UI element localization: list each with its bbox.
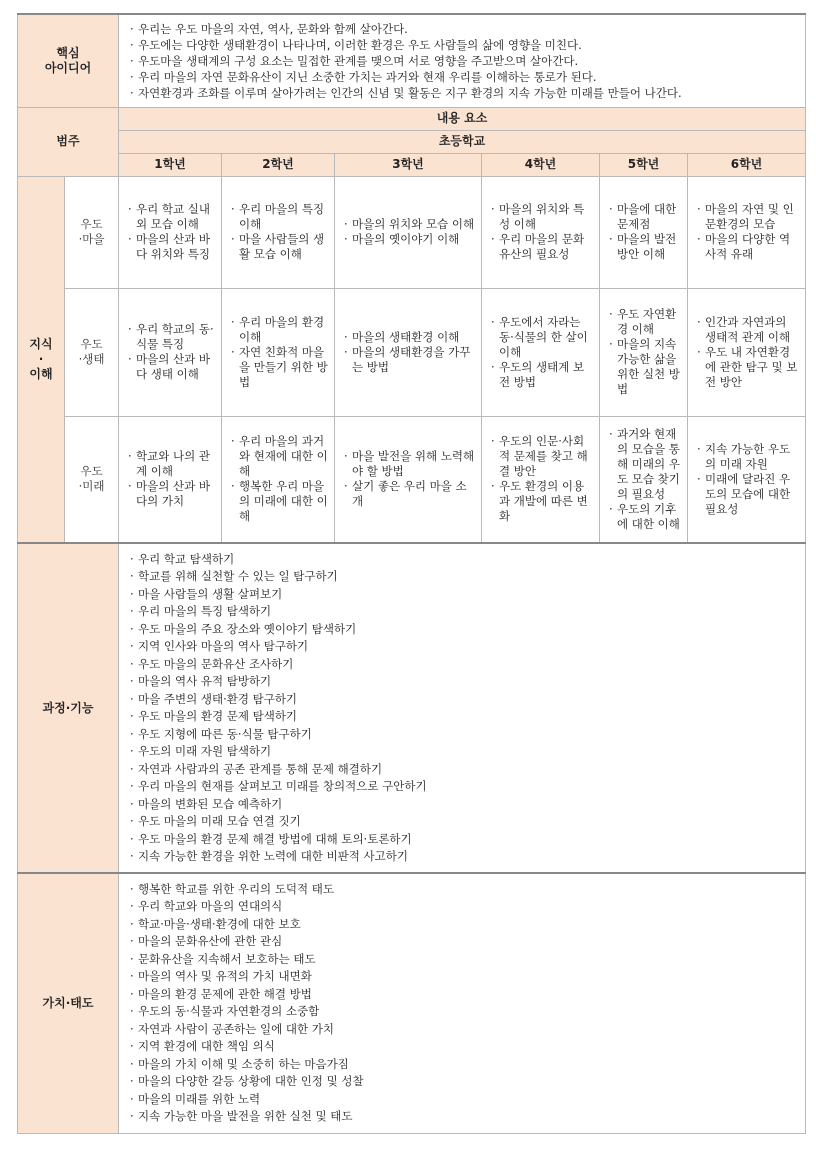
- process-skills-row: [18, 543, 806, 873]
- core-idea-label: [18, 14, 119, 107]
- subcategory-ecology: [65, 288, 119, 416]
- list-item: · 지속 가능한 우도의 미래 자원: [696, 442, 800, 472]
- list-item: · 자연과 사람과의 공존 관계를 통해 문제 해결하기: [129, 761, 797, 779]
- list-item: · 우리 학교 탐색하기: [129, 551, 797, 569]
- values-attitudes-content: [119, 873, 806, 1133]
- list-item: · 미래에 달라진 우도의 모습에 대한 필요성: [696, 472, 800, 517]
- knowledge-label-line1: 지식: [29, 336, 53, 351]
- list-item: · 우도마을 생태계의 구성 요소는 밀접한 관계를 맺으며 서로 영향을 주고받으며 살아간다.: [129, 53, 797, 69]
- grade-4-header: 4학년: [482, 153, 600, 176]
- header-row-1: [18, 107, 806, 130]
- list-item: · 마을의 다양한 역사적 유래: [696, 232, 800, 262]
- list-item: · 마을 사람들의 생활 모습 이해: [230, 232, 329, 262]
- list-item: · 우리 마을의 특징 탐색하기: [129, 603, 797, 621]
- list-item: · 마을 발전을 위해 노력해야 할 방법: [343, 449, 476, 479]
- subcategory-future: [65, 416, 119, 543]
- list-item: · 학교와 나의 관계 이해: [127, 449, 216, 479]
- list-item: · 마을의 역사 및 유적의 가치 내면화: [129, 968, 797, 986]
- table-cell: [600, 288, 688, 416]
- list-item: · 마을의 산과 바다의 가치: [127, 479, 216, 509]
- grade-3-header: 3학년: [335, 153, 482, 176]
- subcategory-line2: ·미래: [78, 479, 105, 494]
- list-item: · 우리 마을의 현재를 살펴보고 미래를 창의적으로 구안하기: [129, 778, 797, 796]
- table-cell: [688, 416, 806, 543]
- list-item: · 마을 주변의 생태·환경 탐구하기: [129, 691, 797, 709]
- list-item: · 과거와 현재의 모습을 통해 미래의 우도 모습 찾기의 필요성: [608, 427, 682, 502]
- core-idea-row: [18, 14, 806, 107]
- list-item: · 마을의 문화유산에 관한 관심: [129, 933, 797, 951]
- table-cell: [335, 288, 482, 416]
- list-item: · 우도 지형에 따른 동·식물 탐구하기: [129, 726, 797, 744]
- list-item: · 문화유산을 지속해서 보호하는 태도: [129, 951, 797, 969]
- list-item: · 마을의 자연 및 인문환경의 모습: [696, 202, 800, 232]
- list-item: · 마을의 다양한 갈등 상황에 대한 인정 및 성찰: [129, 1073, 797, 1091]
- list-item: · 우도에는 다양한 생태환경이 나타나며, 이러한 환경은 우도 사람들의 삶에 영향을 미친다.: [129, 37, 797, 53]
- list-item: · 마을의 생태환경을 가꾸는 방법: [343, 345, 476, 375]
- list-item: · 우도 내 자연환경에 관한 탐구 및 보전 방안: [696, 345, 800, 390]
- table-cell: [222, 176, 335, 288]
- knowledge-row-future: [18, 416, 806, 543]
- list-item: · 우도 마을의 주요 장소와 옛이야기 탐색하기: [129, 621, 797, 639]
- core-idea-label-line2: 아이디어: [44, 60, 92, 75]
- process-skills-content: [119, 543, 806, 873]
- content-elements-header: 내용 요소: [119, 107, 806, 130]
- subcategory-line1: 우도: [80, 217, 103, 231]
- header-row-2: [18, 130, 806, 153]
- list-item: · 행복한 우리 마을의 미래에 대한 이해: [230, 479, 329, 524]
- list-item: · 지속 가능한 마을 발전을 위한 실천 및 태도: [129, 1108, 797, 1126]
- list-item: · 우도에서 자라는 동·식물의 한 살이 이해: [490, 315, 594, 360]
- knowledge-row-village: [18, 176, 806, 288]
- header-row-3: [18, 153, 806, 176]
- subcategory-line1: 우도: [80, 464, 103, 479]
- table-cell: [688, 176, 806, 288]
- knowledge-label-line3: 이해: [29, 366, 53, 381]
- core-idea-content: [119, 14, 806, 107]
- list-item: · 살기 좋은 우리 마을 소개: [343, 479, 476, 509]
- table-cell: [482, 176, 600, 288]
- list-item: · 우도의 미래 자원 탐색하기: [129, 743, 797, 761]
- list-item: · 행복한 학교를 위한 우리의 도덕적 태도: [129, 881, 797, 899]
- list-item: · 학교를 위해 실천할 수 있는 일 탐구하기: [129, 568, 797, 586]
- list-item: · 우리 마을의 과거와 현재에 대한 이해: [230, 434, 329, 479]
- subcategory-line2: ·생태: [78, 352, 105, 366]
- grade-5-header: 5학년: [600, 153, 688, 176]
- list-item: · 지역 환경에 대한 책임 의식: [129, 1038, 797, 1056]
- core-idea-label-line1: 핵심: [56, 45, 80, 60]
- list-item: · 자연과 사람이 공존하는 일에 대한 가치: [129, 1021, 797, 1039]
- curriculum-table: [17, 13, 806, 1134]
- values-attitudes-row: [18, 873, 806, 1133]
- list-item: · 마을의 미래를 위한 노력: [129, 1091, 797, 1109]
- knowledge-label-line2: ·: [38, 351, 44, 366]
- process-skills-label: 과정·기능: [18, 543, 119, 873]
- list-item: · 우도 마을의 환경 문제 해결 방법에 대해 토의·토론하기: [129, 831, 797, 849]
- table-cell: [688, 288, 806, 416]
- list-item: · 마을의 역사 유적 탐방하기: [129, 673, 797, 691]
- table-cell: [600, 416, 688, 543]
- list-item: · 우리 학교 실내외 모습 이해: [127, 202, 216, 232]
- table-cell: [119, 288, 222, 416]
- table-cell: [600, 176, 688, 288]
- table-cell: [482, 288, 600, 416]
- list-item: · 우도의 생태계 보전 방법: [490, 360, 594, 390]
- list-item: · 우리 마을의 환경 이해: [230, 315, 329, 345]
- values-attitudes-list: [129, 881, 797, 1126]
- school-header: 초등학교: [119, 130, 806, 153]
- table-cell: [222, 416, 335, 543]
- grade-2-header: 2학년: [222, 153, 335, 176]
- list-item: · 우도 마을의 환경 문제 탐색하기: [129, 708, 797, 726]
- list-item: · 우도의 인문·사회적 문제를 찾고 해결 방안: [490, 434, 594, 479]
- knowledge-label: [18, 176, 65, 543]
- table-cell: [482, 416, 600, 543]
- list-item: · 우리 마을의 특징 이해: [230, 202, 329, 232]
- table-cell: [222, 288, 335, 416]
- list-item: · 마을의 산과 바다 위치와 특징: [127, 232, 216, 262]
- list-item: · 마을의 변화된 모습 예측하기: [129, 796, 797, 814]
- list-item: · 우리 학교와 마을의 연대의식: [129, 898, 797, 916]
- list-item: · 마을의 산과 바다 생태 이해: [127, 352, 216, 382]
- list-item: · 우리 마을의 문화유산의 필요성: [490, 232, 594, 262]
- list-item: · 마을의 위치와 특성 이해: [490, 202, 594, 232]
- list-item: · 우도의 동·식물과 자연환경의 소중함: [129, 1003, 797, 1021]
- list-item: · 우도 마을의 문화유산 조사하기: [129, 656, 797, 674]
- list-item: · 우도의 기후에 대한 이해: [608, 502, 682, 532]
- list-item: · 마을의 위치와 모습 이해: [343, 217, 476, 232]
- list-item: · 마을의 발전 방안 이해: [608, 232, 682, 262]
- values-attitudes-label: 가치·태도: [18, 873, 119, 1133]
- knowledge-row-ecology: [18, 288, 806, 416]
- list-item: · 마을의 생태환경 이해: [343, 330, 476, 345]
- list-item: · 마을의 환경 문제에 관한 해결 방법: [129, 986, 797, 1004]
- list-item: · 우리 마을의 자연 문화유산이 지닌 소중한 가치는 과거와 현재 우리를 이해하는 통로가 된다.: [129, 69, 797, 85]
- category-header: 범주: [18, 107, 119, 176]
- list-item: · 우도 마을의 미래 모습 연결 짓기: [129, 813, 797, 831]
- subcategory-line2: ·마을: [78, 232, 105, 246]
- list-item: · 지역 인사와 마을의 역사 탐구하기: [129, 638, 797, 656]
- list-item: · 마을의 지속 가능한 삶을 위한 실천 방법: [608, 337, 682, 397]
- table-cell: [335, 176, 482, 288]
- core-idea-list: [129, 21, 797, 101]
- list-item: · 인간과 자연과의 생태적 관계 이해: [696, 315, 800, 345]
- table-cell: [119, 176, 222, 288]
- list-item: · 마을의 가치 이해 및 소중히 하는 마음가짐: [129, 1056, 797, 1074]
- list-item: · 학교·마을·생태·환경에 대한 보호: [129, 916, 797, 934]
- list-item: · 지속 가능한 환경을 위한 노력에 대한 비판적 사고하기: [129, 848, 797, 866]
- list-item: · 우도 자연환경 이해: [608, 307, 682, 337]
- curriculum-page: [17, 13, 805, 1134]
- subcategory-village: [65, 176, 119, 288]
- grade-6-header: 6학년: [688, 153, 806, 176]
- list-item: · 자연환경과 조화를 이루며 살아가려는 인간의 신념 및 활동은 지구 환경의 지속 가능한 미래를 만들어 나간다.: [129, 85, 797, 101]
- table-cell: [119, 416, 222, 543]
- list-item: · 마을의 옛이야기 이해: [343, 232, 476, 247]
- list-item: · 우리는 우도 마을의 자연, 역사, 문화와 함께 살아간다.: [129, 21, 797, 37]
- grade-1-header: 1학년: [119, 153, 222, 176]
- subcategory-line1: 우도: [80, 337, 103, 351]
- process-skills-list: [129, 551, 797, 866]
- list-item: · 우도 환경의 이용과 개발에 따른 변화: [490, 479, 594, 524]
- list-item: · 마을에 대한 문제점: [608, 202, 682, 232]
- list-item: · 자연 친화적 마을을 만들기 위한 방법: [230, 345, 329, 390]
- list-item: · 마을 사람들의 생활 살펴보기: [129, 586, 797, 604]
- table-cell: [335, 416, 482, 543]
- list-item: · 우리 학교의 동·식물 특징: [127, 322, 216, 352]
